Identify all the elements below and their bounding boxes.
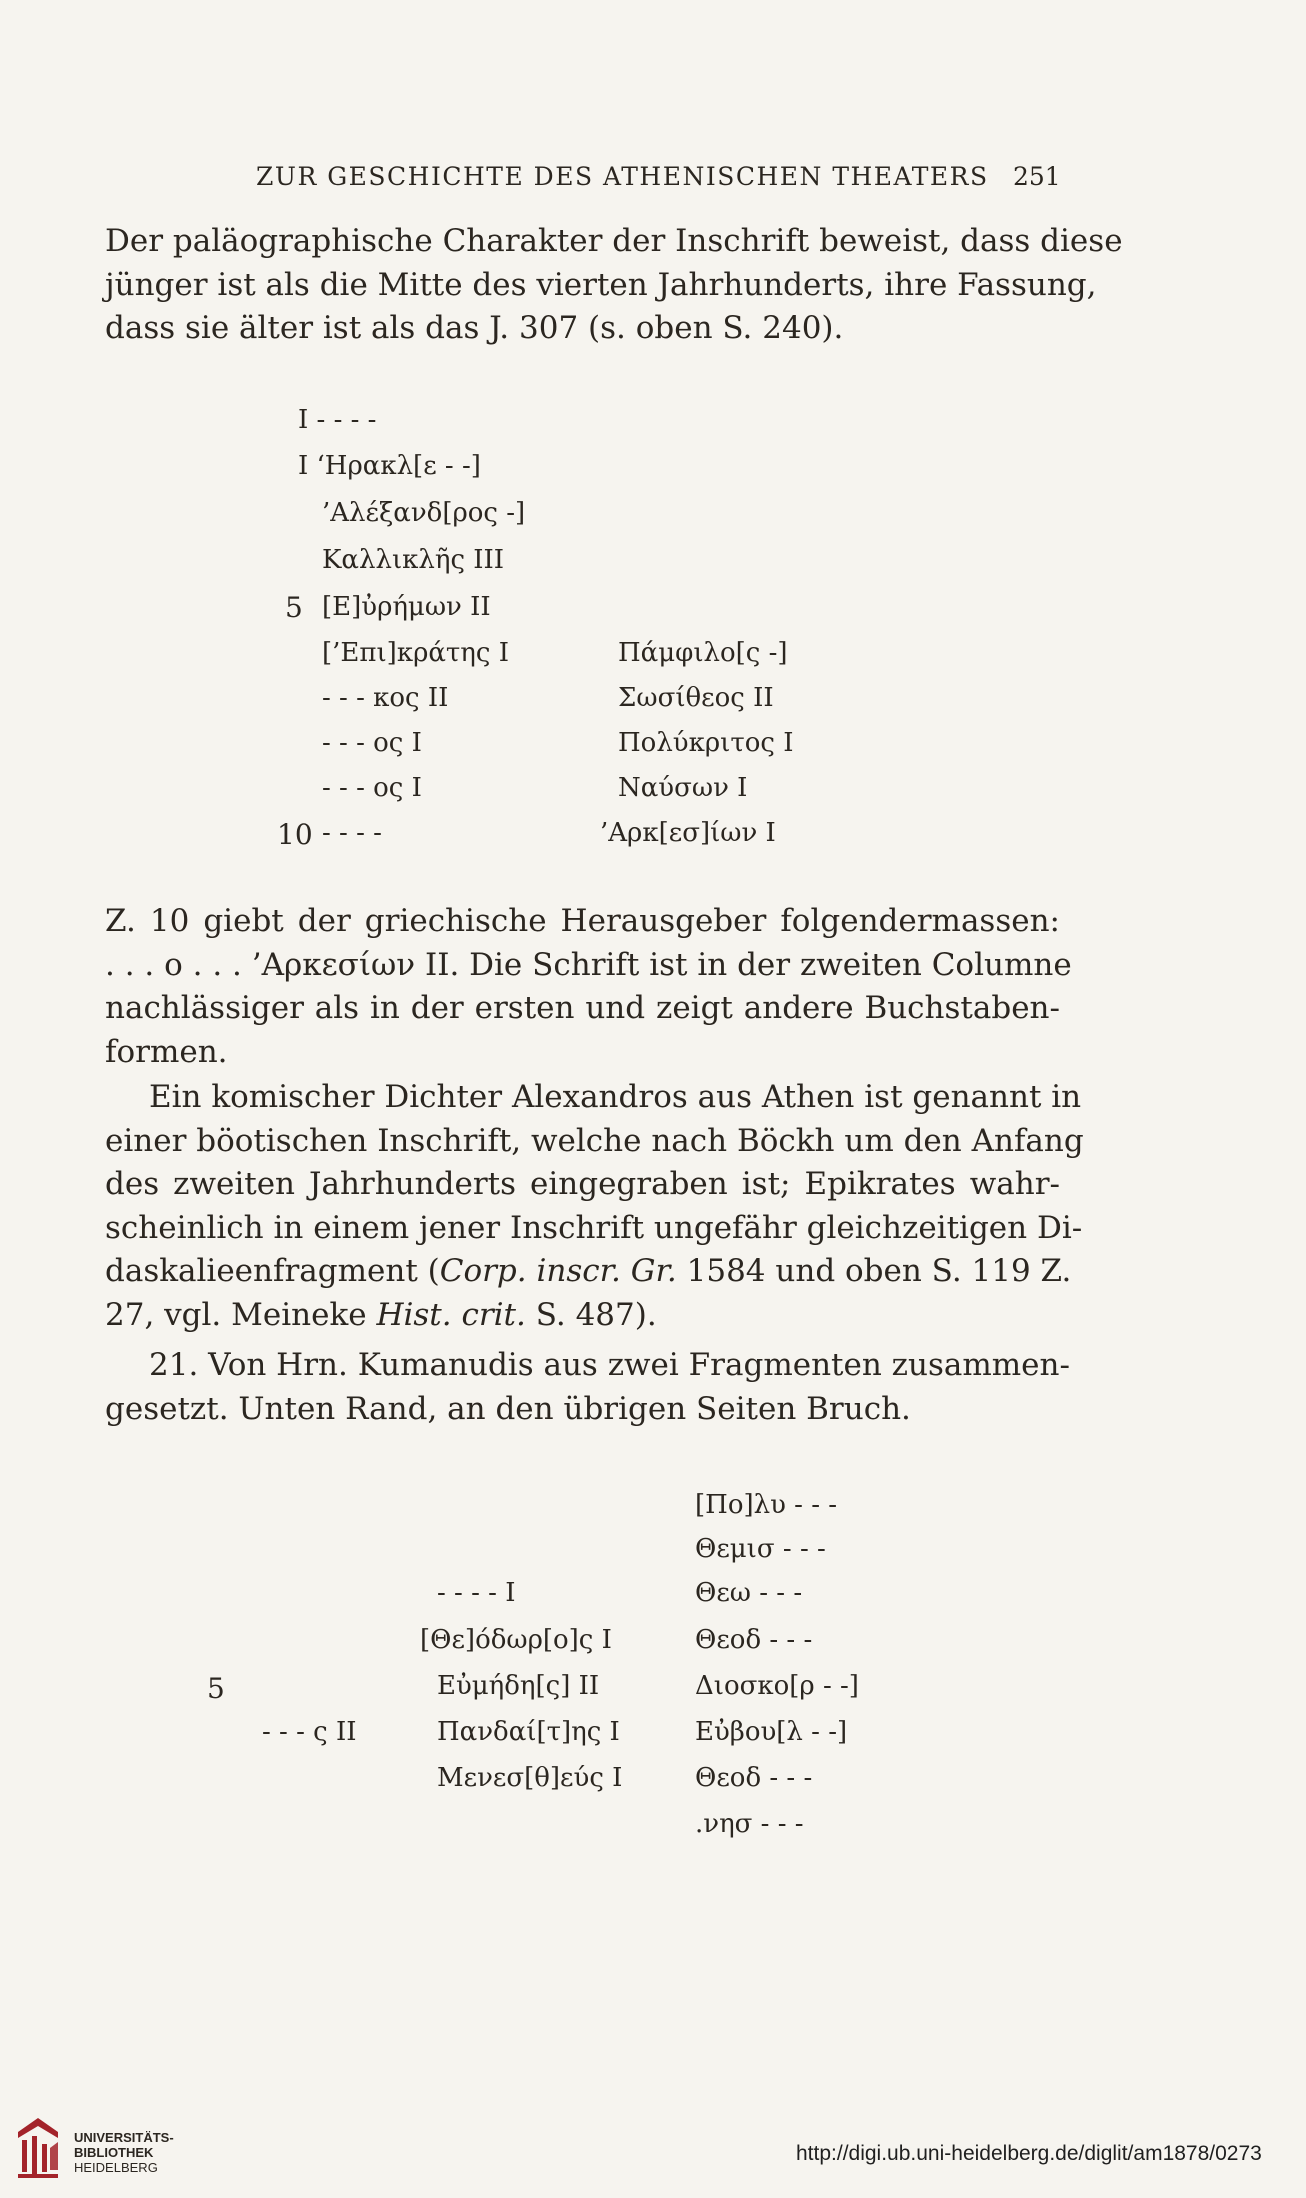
inscription-line: .νησ - - - bbox=[695, 1809, 804, 1839]
text-segment: 1584 und oben S. 119 Z. bbox=[676, 1253, 1072, 1289]
text-line: scheinlich in einem jener Inschrift ungefähr gleichzeitigen Di- bbox=[105, 1209, 1083, 1246]
text-line: . . . ο . . . ’Αρκεσίων II. Die Schrift ist in der zweiten Columne bbox=[105, 946, 1072, 983]
inscription-line: Πανδαί[τ]ης I bbox=[437, 1717, 620, 1747]
text-line: Z. 10 giebt der griechische Herausgeber folgendermassen: bbox=[105, 903, 1060, 939]
library-name-line: UNIVERSITÄTS- bbox=[74, 2130, 174, 2145]
inscription-line: [’Επι]κράτης I bbox=[322, 638, 509, 668]
text-line: des zweiten Jahrhunderts eingegraben ist; Epikrates wahr- bbox=[105, 1166, 1060, 1202]
paragraph-dichter bbox=[105, 1076, 1084, 1337]
line-number: 5 bbox=[285, 591, 303, 624]
inscription-line: Ναύσων I bbox=[618, 773, 748, 803]
text-line: Der paläographische Charakter der Inschrift beweist, dass diese bbox=[105, 223, 1123, 259]
library-name bbox=[74, 2130, 174, 2175]
inscription-line: Εὐμήδη[ς] II bbox=[437, 1671, 600, 1701]
text-line: dass sie älter ist als das J. 307 (s. oben S. 240). bbox=[105, 310, 844, 346]
text-line: nachlässiger als in der ersten und zeigt andere Buchstaben- bbox=[105, 990, 1060, 1026]
inscription-line: I ‘Ηρακλ[ε - -] bbox=[298, 451, 481, 481]
inscription-line: [Θε]όδωρ[ο]ς I bbox=[420, 1625, 612, 1655]
inscription-line: ’Αρκ[εσ]ίων I bbox=[600, 818, 776, 848]
text-line: Ein komischer Dichter Alexandros aus Athen ist genannt in bbox=[149, 1079, 1082, 1115]
inscription-line: I - - - - bbox=[298, 405, 377, 435]
inscription-line: [Ε]ὐρήμων II bbox=[322, 592, 491, 622]
inscription-line: - - - ς II bbox=[262, 1717, 357, 1747]
inscription-line: Καλλικλῆς III bbox=[322, 545, 505, 575]
running-head: ZUR GESCHICHTE DES ATHENISCHEN THEATERS bbox=[256, 162, 989, 191]
inscription-line: ’Αλέξανδ[ρος -] bbox=[322, 498, 526, 528]
library-name-line: BIBLIOTHEK bbox=[74, 2145, 154, 2160]
inscription-line: Θεοδ - - - bbox=[695, 1625, 813, 1655]
inscription-line: [Πο]λυ - - - bbox=[695, 1490, 838, 1520]
inscription-line: - - - - I bbox=[437, 1578, 516, 1608]
text-line: jünger ist als die Mitte des vierten Jahrhunderts, ihre Fassung, bbox=[105, 266, 1097, 303]
inscription-line: - - - - bbox=[322, 818, 382, 848]
paragraph-z10 bbox=[105, 900, 1072, 1074]
source-url-link[interactable]: http://digi.ub.uni-heidelberg.de/diglit/am1878/0273 bbox=[796, 2142, 1262, 2165]
inscription-line: Διοσκο[ρ - -] bbox=[695, 1671, 859, 1701]
intro-paragraph bbox=[105, 220, 1123, 351]
inscription-line: Πάμφιλο[ς -] bbox=[618, 638, 788, 668]
inscription-line: Σωσίθεος II bbox=[618, 683, 774, 713]
text-line bbox=[105, 1294, 1060, 1338]
text-line: 21. Von Hrn. Kumanudis aus zwei Fragmenten zusammen- bbox=[149, 1347, 1070, 1383]
text-segment: 27, vgl. Meineke bbox=[105, 1296, 377, 1333]
inscription-line: - - - ος I bbox=[322, 728, 422, 758]
text-line bbox=[105, 1250, 1072, 1294]
inscription-line: Μενεσ[θ]εύς I bbox=[437, 1763, 623, 1793]
inscription-line: - - - ος I bbox=[322, 773, 422, 803]
inscription-line: Θεοδ - - - bbox=[695, 1763, 813, 1793]
line-number: 10 bbox=[277, 818, 313, 851]
text-segment: daskalieenfragment ( bbox=[105, 1253, 440, 1289]
library-name-line: HEIDELBERG bbox=[74, 2160, 158, 2175]
inscription-line: Εὐβου[λ - -] bbox=[695, 1717, 848, 1747]
inscription-line: Θεμισ - - - bbox=[695, 1534, 826, 1564]
inscription-line: - - - κος II bbox=[322, 683, 449, 713]
text-line: formen. bbox=[105, 1033, 228, 1070]
inscription-line: Πολύκριτος I bbox=[618, 728, 794, 758]
library-logo-icon bbox=[14, 2114, 62, 2182]
text-line: einer böotischen Inschrift, welche nach Böckh um den Anfang bbox=[105, 1122, 1084, 1159]
text-segment: S. 487). bbox=[525, 1296, 657, 1333]
citation-italic: Hist. crit. bbox=[376, 1296, 526, 1333]
line-number: 5 bbox=[207, 1672, 225, 1705]
text-line: gesetzt. Unten Rand, an den übrigen Seiten Bruch. bbox=[105, 1390, 911, 1427]
citation-italic: Corp. inscr. Gr. bbox=[439, 1253, 677, 1289]
paragraph-21 bbox=[105, 1344, 1070, 1431]
inscription-line: Θεω - - - bbox=[695, 1578, 803, 1608]
page-number: 251 bbox=[1013, 162, 1061, 191]
